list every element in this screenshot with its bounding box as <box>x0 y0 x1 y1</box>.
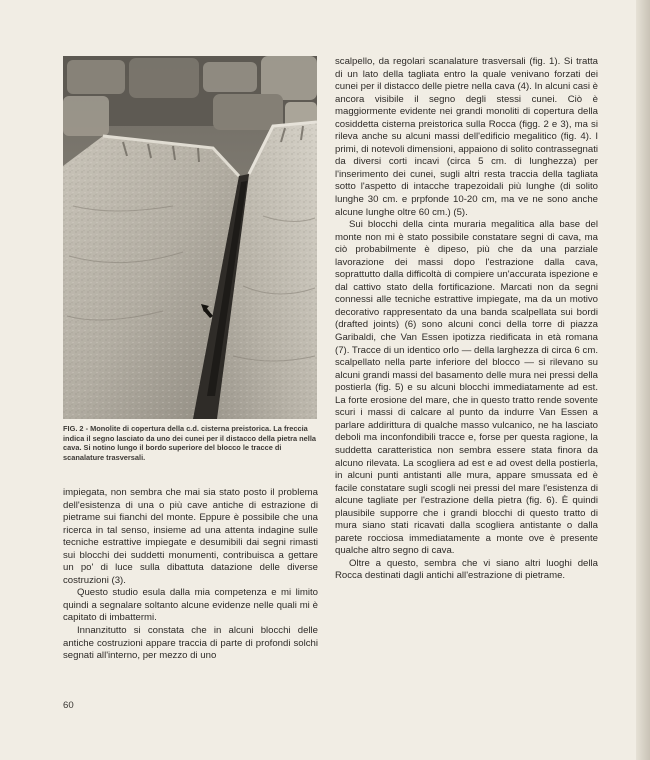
text-column-left <box>63 487 318 663</box>
page-gutter-shadow <box>636 0 650 760</box>
paragraph: Sui blocchi della cinta muraria megalitica alla base del monte non mi è stato possibile constatare segni di cava, ma ciò probabilmente è dipeso, più che da una parziale lavorazione dei massi dopo l'estrazione dalla cava, soprattutto dalla difficoltà di compiere un'accurata ispezione e dal cattivo stato della fortificazione. Marcati non da segni connessi alle tecniche estrattive impiegate, ma da un motivo decorativo rappresentato da una banda scalpellata sui bordi (drafted joints) (6) sono alcuni conci della torre di piazza Garibaldi, che Van Essen ipotizza riedificata in età romana (7). Tracce di un identico orlo — della larghezza di circa 6 cm. scalpellato nella parte inferiore del blocco — si rilevano su alcuni grandi massi del basamento delle mura nei pressi della postierla (fig. 5) e su alcuni blocchi immediatamente ad est. La forte erosione del mare, che in questo tratto rende sovente scuri i massi di calcare al punto da indurre Van Essen a parlare addirittura di qualche masso vulcanico, ne ha lasciato deboli ma inconfondibili tracce e, forse per questa ragione, la suddetta caratteristica non sembra essere stata finora da alcuno rilevata. La scogliera ad est e ad ovest della postierla, in alcuni punti antistanti alle mura, appare smussata ed è facile constatare sugli scogli nei pressi del mare l'esistenza di alcune tagliate per l'estrazione della pietra (fig. 6). È quindi plausibile supporre che i grandi blocchi di questo tratto di mura siano stati ricavati dalla scogliera antistante o dalla parete rocciosa immediatamente a monte ove è presente qualche altro segno di cava. <box>335 219 598 557</box>
page-number: 60 <box>63 700 74 711</box>
paragraph: impiegata, non sembra che mai sia stato posto il problema dell'esistenza di una o più cave antiche di estrazione di pietrame sui fianchi del monte. Eppure è possibile che una ricerca in tal senso, insieme ad una attenta indagine sulle tecniche estrattive impiegate e desumibili dai segni rimasti sui blocchi dei suddetti monumenti, contribuisca a gettare un po' di luce sulla dibattuta datazione delle diverse costruzioni (3). <box>63 487 318 586</box>
paragraph: Innanzitutto si constata che in alcuni blocchi delle antiche costruzioni appare traccia di parte di profondi solchi segnati all'interno, per mezzo di uno <box>63 625 318 662</box>
figure-photo-monolith <box>63 56 317 419</box>
paragraph: scalpello, da regolari scanalature trasversali (fig. 1). Si tratta di un lato della tagliata entro la quale venivano forzati dei cunei per il distacco delle pietre nella cava (4). In alcuni casi è ancora visibile il segno degli stessi cunei. Ciò è maggiormente evidente nei grandi monoliti di copertura della cosiddetta cisterna preistorica sulla Rocca (figg. 2 e 3), ma si rileva anche su alcuni massi dell'edificio megalitico (fig. 4). I primi, di notevoli dimensioni, appaiono di solito contrassegnati da diversi corti incavi (circa 5 cm. di lunghezza) per l'inserimento dei cunei, sugli altri resta traccia della tagliata sotto l'aspetto di intacche trapezoidali più lunghe (di solito lunghe 30 cm. e prpfonde 10-20 cm, ma ve ne sono anche alcune lunghe oltre 60 cm.) (5). <box>335 56 598 218</box>
figure-caption: FIG. 2 - Monolite di copertura della c.d. cisterna preistorica. La freccia indica il segno lasciato da uno dei cunei per il distacco della pietra nella cava. Si notino lungo il bordo superiore del blocco le tracce di scanalature trasversali. <box>63 424 316 462</box>
paragraph: Questo studio esula dalla mia competenza e mi limito quindi a segnalare soltanto alcune evidenze nelle quali mi è capitato di imbattermi. <box>63 587 318 624</box>
paragraph: Oltre a questo, sembra che vi siano altri luoghi della Rocca destinati dagli antichi all'estrazione di pietrame. <box>335 557 598 582</box>
text-column-right <box>335 56 598 583</box>
